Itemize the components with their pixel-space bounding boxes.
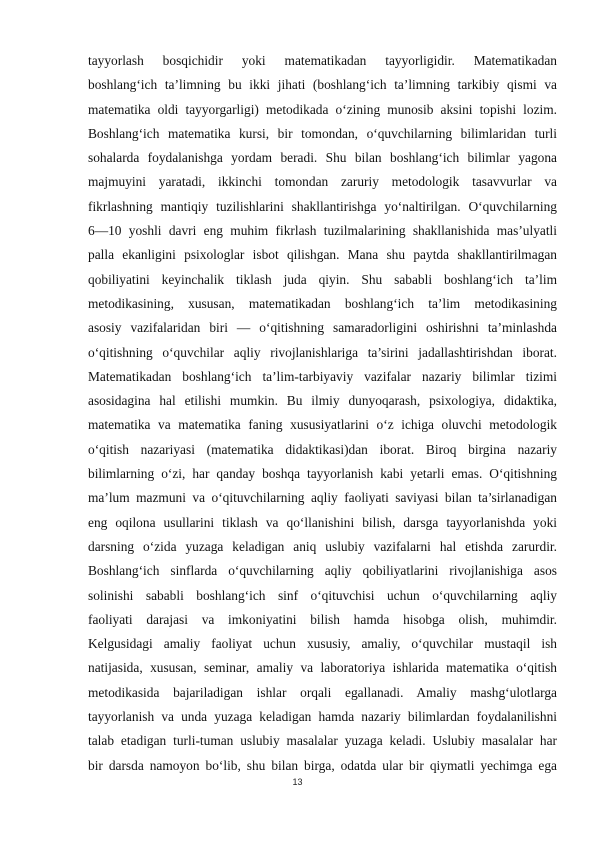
text-line: Kelgusidagi amaliy faoliyat uchun xususiy, amaliy, o‘quvchilar mustaqil ish	[88, 636, 557, 652]
text-line: Boshlang‘ich matematika kursi, bir tomondan, o‘quvchilarning bilimlaridan turli	[88, 125, 557, 141]
text-line: tayyorlash bosqichidir yoki matematikadan tayyorligidir. Matematikadan	[88, 53, 557, 68]
text-line: o‘qitishning o‘quvchilar aqliy rivojlanishlariga ta’sirini jadallashtirishdan iborat.	[88, 344, 557, 360]
text-line: natijasida, xususan, seminar, amaliy va laboratoriya ishlarida matematika o‘qitish	[88, 660, 557, 676]
text-line: sohalarda foydalanishga yordam beradi. Shu bilan boshlang‘ich bilimlar yagona	[88, 150, 557, 166]
text-line: asosidagina hal etilishi mumkin. Bu ilmiy dunyoqarash, psixologiya, didaktika,	[88, 393, 557, 409]
text-line: bilimlarning o‘zi, har qanday boshqa tayyorlanish kabi yetarli emas. O‘qitishning	[88, 466, 557, 482]
text-line: Boshlang‘ich sinflarda o‘quvchilarning aqliy qobiliyatlarini rivojlanishiga asos	[88, 563, 557, 579]
text-line: fikrlashning mantiqiy tuzilishlarini shakllantirishga yo‘naltirilgan. O‘quvchilarning	[88, 198, 557, 214]
text-line: darsning o‘zida yuzaga keladigan aniq uslubiy vazifalarni hal etishda zarurdir.	[88, 538, 557, 554]
text-line: palla ekanligini psixologlar isbot qilishgan. Mana shu paytda shakllantirilmagan	[88, 247, 557, 263]
text-line: 6—10 yoshli davri eng muhim fikrlash tuzilmalarining shakllanishida mas’ulyatli	[88, 223, 557, 239]
text-line: qobiliyatini keyinchalik tiklash juda qiyin. Shu sababli boshlang‘ich ta’lim	[88, 271, 557, 287]
page-number: 13	[292, 777, 303, 787]
text-line: matematika oldi tayyorgarligi) metodikada o‘zining munosib aksini topishi lozim.	[88, 101, 557, 117]
text-line: bir darsda namoyon bo‘lib, shu bilan birga, odatda ular bir qiymatli yechimga ega	[88, 757, 557, 773]
text-line: asosiy vazifalaridan biri — o‘qitishning samaradorligini oshirishni ta’minlashda	[88, 320, 557, 336]
text-line: metodikasida bajariladigan ishlar orqali egallanadi. Amaliy mashg‘ulotlarga	[88, 684, 557, 700]
text-line: faoliyati darajasi va imkoniyatini bilish hamda hisobga olish, muhimdir.	[88, 611, 557, 627]
text-line: tayyorlanish va unda yuzaga keladigan hamda nazariy bilimlardan foydalanilishni	[88, 709, 557, 725]
text-line: eng oqilona usullarini tiklash va qo‘llanishini bilish, darsga tayyorlanishda yoki	[88, 514, 557, 530]
text-line: metodikasining, xususan, matematikadan boshlang‘ich ta’lim metodikasining	[88, 295, 557, 311]
text-line: o‘qitish nazariyasi (matematika didaktikasi)dan iborat. Biroq birgina nazariy	[88, 441, 557, 457]
text-line: Matematikadan boshlang‘ich ta’lim-tarbiyaviy vazifalar nazariy bilimlar tizimi	[88, 368, 557, 384]
text-line: majmuyini yaratadi, ikkinchi tomondan zaruriy metodologik tasavvurlar va	[88, 174, 557, 190]
text-line: talab etadigan turli-tuman uslubiy masalalar yuzaga keladi. Uslubiy masalalar har	[88, 733, 557, 749]
text-line: boshlang‘ich ta’limning bu ikki jihati (boshlang‘ich ta’limning tarkibiy qismi va	[88, 77, 557, 93]
text-line: ma’lum mazmuni va o‘qituvchilarning aqliy faoliyati saviyasi bilan ta’sirlanadigan	[88, 490, 557, 506]
text-line: matematika va matematika faning xususiyatlarini o‘z ichiga oluvchi metodologik	[88, 417, 557, 433]
document-body	[88, 49, 557, 778]
text-line: solinishi sababli boshlang‘ich sinf o‘qituvchisi uchun o‘quvchilarning aqliy	[88, 587, 557, 603]
